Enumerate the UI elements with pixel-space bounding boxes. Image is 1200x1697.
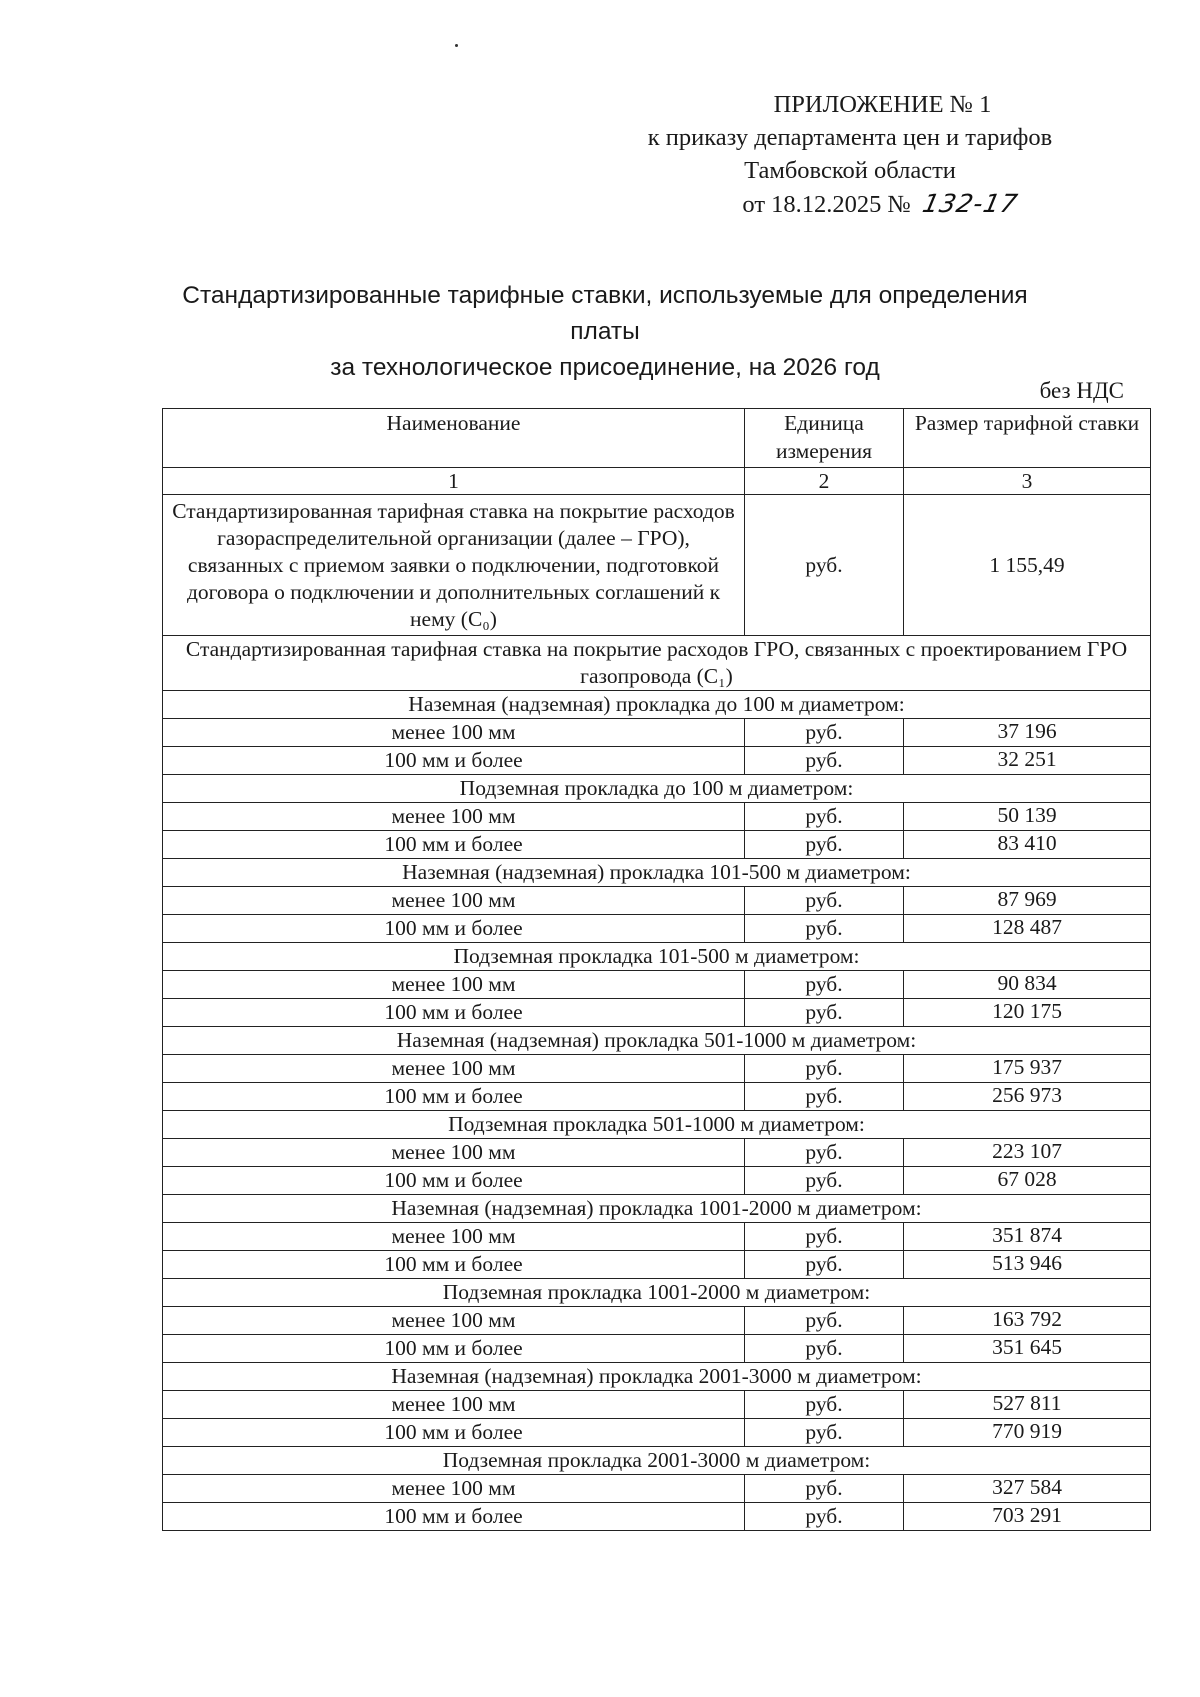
row-value: 120 175	[904, 999, 1151, 1027]
row-unit: руб.	[745, 915, 904, 943]
row-unit: руб.	[745, 1335, 904, 1363]
section-title: Наземная (надземная) прокладка 101-500 м диаметром:	[163, 859, 1151, 887]
row-name: менее 100 мм	[163, 887, 745, 915]
table-row	[163, 1223, 1151, 1251]
table-row	[163, 1307, 1151, 1335]
section-title: Подземная прокладка 501-1000 м диаметром:	[163, 1111, 1151, 1139]
row-name: 100 мм и более	[163, 1503, 745, 1531]
row-name: менее 100 мм	[163, 803, 745, 831]
section-title: Наземная (надземная) прокладка 1001-2000 м диаметром:	[163, 1195, 1151, 1223]
appendix-order-line: к приказу департамента цен и тарифов	[647, 124, 1053, 151]
table-row	[163, 1475, 1151, 1503]
row-name: 100 мм и более	[163, 831, 745, 859]
tariff-rates-table	[162, 408, 1151, 1531]
row-value: 67 028	[904, 1167, 1151, 1195]
table-row	[163, 1251, 1151, 1279]
appendix-region-line: Тамбовской области	[744, 157, 956, 184]
row-name: менее 100 мм	[163, 1223, 745, 1251]
row-name: 100 мм и более	[163, 1083, 745, 1111]
table-row	[163, 1139, 1151, 1167]
row-unit: руб.	[745, 719, 904, 747]
section-heading-row	[163, 1363, 1151, 1391]
row-name: менее 100 мм	[163, 719, 745, 747]
row-value: 175 937	[904, 1055, 1151, 1083]
section-heading-row	[163, 691, 1151, 719]
appendix-header	[600, 88, 1100, 221]
row-unit: руб.	[745, 1419, 904, 1447]
section-heading-row	[163, 1027, 1151, 1055]
table-row	[163, 1503, 1151, 1531]
column-number: 1	[163, 468, 745, 495]
row-value: 50 139	[904, 803, 1151, 831]
table-row	[163, 971, 1151, 999]
section-heading-row	[163, 859, 1151, 887]
row-unit: руб.	[745, 1307, 904, 1335]
appendix-number: ПРИЛОЖЕНИЕ № 1	[773, 91, 992, 118]
column-numbers-row	[163, 468, 1151, 495]
section-heading-row	[163, 943, 1151, 971]
table-row	[163, 887, 1151, 915]
table-row	[163, 999, 1151, 1027]
row-value: 256 973	[904, 1083, 1151, 1111]
row-value: 128 487	[904, 915, 1151, 943]
table-row	[163, 1083, 1151, 1111]
row-value: 527 811	[904, 1391, 1151, 1419]
header-unit: Единица измерения	[745, 409, 904, 468]
row-value: 83 410	[904, 831, 1151, 859]
row-unit: руб.	[745, 1475, 904, 1503]
row-name: 100 мм и более	[163, 747, 745, 775]
c0-rate-row	[163, 495, 1151, 636]
row-unit: руб.	[745, 1083, 904, 1111]
row-name: 100 мм и более	[163, 1251, 745, 1279]
row-value: 327 584	[904, 1475, 1151, 1503]
vat-note: без НДС	[1039, 378, 1124, 403]
c1-heading-row	[163, 636, 1151, 691]
row-value: 223 107	[904, 1139, 1151, 1167]
table-row	[163, 1055, 1151, 1083]
row-name: 100 мм и более	[163, 915, 745, 943]
row-name: менее 100 мм	[163, 1055, 745, 1083]
table-row	[163, 1391, 1151, 1419]
row-value: 163 792	[904, 1307, 1151, 1335]
table-header-row	[163, 409, 1151, 468]
document-title-line-1: Стандартизированные тарифные ставки, используемые для определения платы	[182, 282, 1028, 345]
row-unit: руб.	[745, 1503, 904, 1531]
c0-value: 1 155,49	[904, 495, 1151, 636]
section-heading-row	[163, 1195, 1151, 1223]
row-unit: руб.	[745, 887, 904, 915]
row-value: 37 196	[904, 719, 1151, 747]
row-value: 87 969	[904, 887, 1151, 915]
table-row	[163, 831, 1151, 859]
section-title: Наземная (надземная) прокладка 2001-3000 м диаметром:	[163, 1363, 1151, 1391]
appendix-date-line	[600, 187, 1100, 221]
section-heading-row	[163, 1111, 1151, 1139]
section-title: Подземная прокладка 2001-3000 м диаметром:	[163, 1447, 1151, 1475]
table-row	[163, 1167, 1151, 1195]
section-heading-row	[163, 1447, 1151, 1475]
row-value: 351 645	[904, 1335, 1151, 1363]
section-heading-row	[163, 775, 1151, 803]
row-unit: руб.	[745, 747, 904, 775]
row-unit: руб.	[745, 831, 904, 859]
section-title: Подземная прокладка 101-500 м диаметром:	[163, 943, 1151, 971]
section-title: Подземная прокладка до 100 м диаметром:	[163, 775, 1151, 803]
row-name: менее 100 мм	[163, 1475, 745, 1503]
table-row	[163, 719, 1151, 747]
row-unit: руб.	[745, 1391, 904, 1419]
table-row	[163, 803, 1151, 831]
column-number: 2	[745, 468, 904, 495]
row-value: 703 291	[904, 1503, 1151, 1531]
c0-name: Стандартизированная тарифная ставка на покрытие расходов газораспределительной организации (далее – ГРО), связанных с приемом заявки о подключении, подготовкой договора о подключении и дополнительных соглашений к нему (С₀)	[163, 495, 745, 636]
row-unit: руб.	[745, 1055, 904, 1083]
table-row	[163, 1419, 1151, 1447]
scan-speck	[455, 44, 458, 47]
row-value: 513 946	[904, 1251, 1151, 1279]
row-unit: руб.	[745, 1167, 904, 1195]
row-name: менее 100 мм	[163, 1139, 745, 1167]
document-title-line-2: за технологическое присоединение, на 2026 год	[330, 354, 880, 381]
row-value: 32 251	[904, 747, 1151, 775]
section-heading-row	[163, 1279, 1151, 1307]
row-value: 351 874	[904, 1223, 1151, 1251]
table-row	[163, 1335, 1151, 1363]
row-name: менее 100 мм	[163, 971, 745, 999]
row-unit: руб.	[745, 1251, 904, 1279]
row-unit: руб.	[745, 803, 904, 831]
row-value: 770 919	[904, 1419, 1151, 1447]
c1-heading: Стандартизированная тарифная ставка на покрытие расходов ГРО, связанных с проектированием ГРО газопровода (С₁)	[163, 636, 1151, 691]
table-row	[163, 915, 1151, 943]
document-title	[150, 278, 1060, 386]
row-name: 100 мм и более	[163, 1335, 745, 1363]
row-name: 100 мм и более	[163, 1167, 745, 1195]
c0-unit: руб.	[745, 495, 904, 636]
header-name: Наименование	[163, 409, 745, 468]
order-date: от 18.12.2025 №	[742, 191, 911, 218]
table-row	[163, 747, 1151, 775]
row-name: менее 100 мм	[163, 1391, 745, 1419]
header-rate: Размер тарифной ставки	[904, 409, 1151, 468]
row-name: 100 мм и более	[163, 1419, 745, 1447]
row-value: 90 834	[904, 971, 1151, 999]
column-number: 3	[904, 468, 1151, 495]
section-title: Наземная (надземная) прокладка до 100 м диаметром:	[163, 691, 1151, 719]
row-unit: руб.	[745, 1223, 904, 1251]
section-title: Подземная прокладка 1001-2000 м диаметром:	[163, 1279, 1151, 1307]
section-title: Наземная (надземная) прокладка 501-1000 м диаметром:	[163, 1027, 1151, 1055]
row-unit: руб.	[745, 999, 904, 1027]
handwritten-order-number: 132-17	[919, 189, 1021, 218]
row-name: 100 мм и более	[163, 999, 745, 1027]
row-unit: руб.	[745, 971, 904, 999]
row-name: менее 100 мм	[163, 1307, 745, 1335]
row-unit: руб.	[745, 1139, 904, 1167]
